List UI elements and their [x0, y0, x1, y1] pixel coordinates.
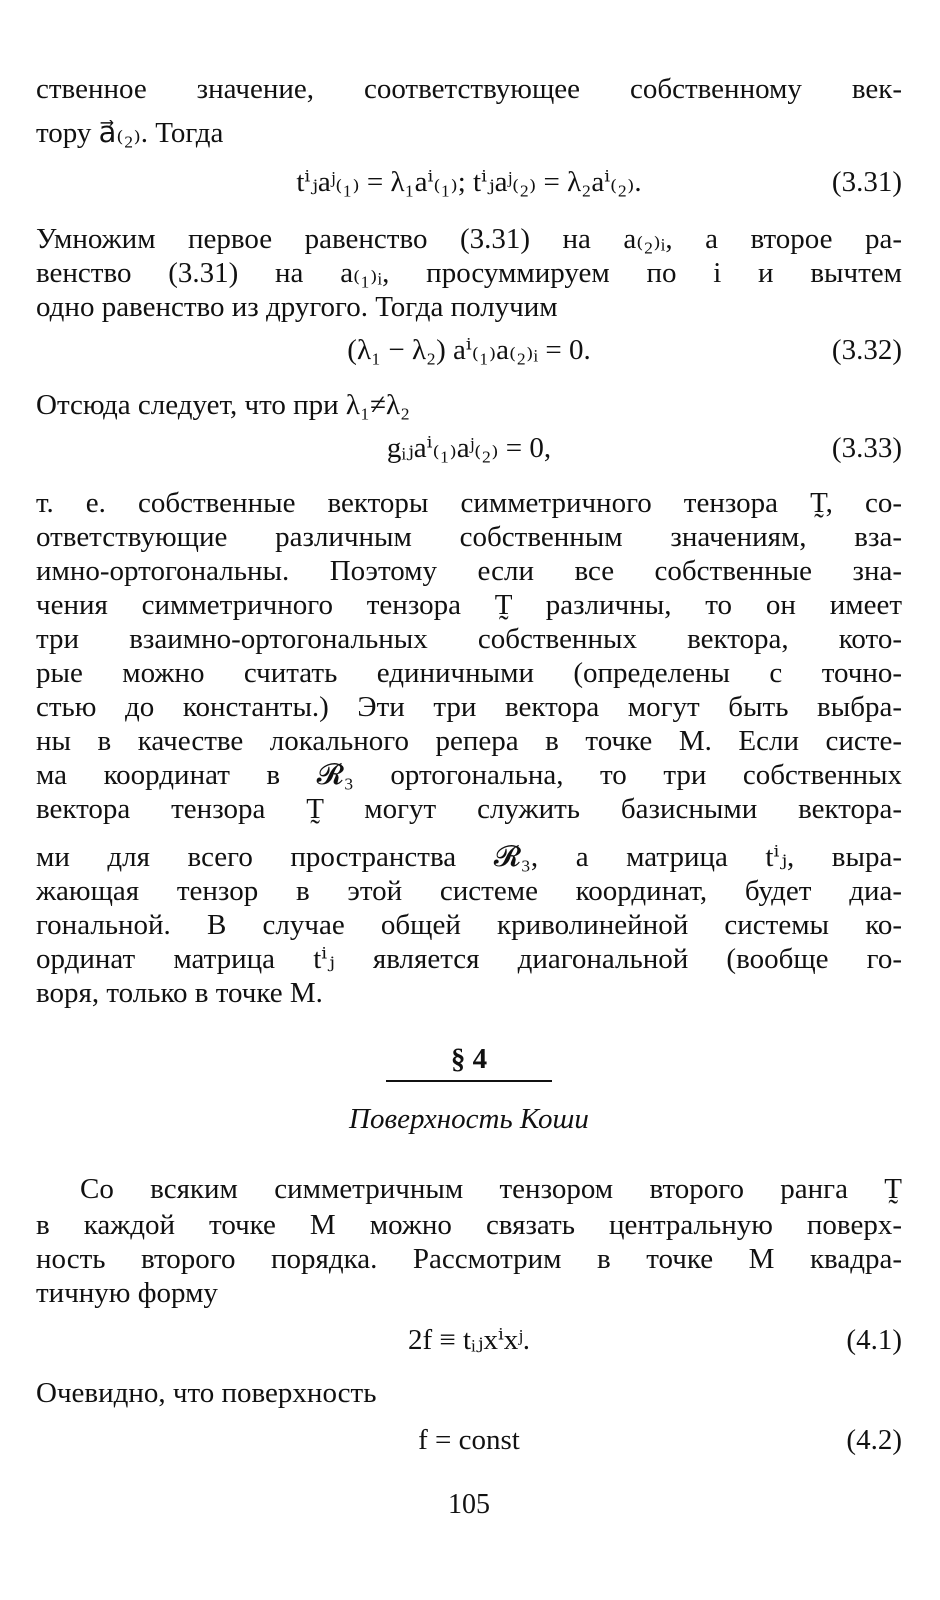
book-page: [36, 0, 902, 1600]
text-line: Отсюда следует, что при λ₁≠λ₂: [36, 389, 411, 421]
text-line: т. е. собственные векторы симметричного тензора T̰, со-: [36, 487, 902, 519]
text-line: ственное значение, соответствующее собственному век-: [36, 73, 902, 105]
equation-formula: 2f ≡ tᵢⱼxⁱxʲ.: [407, 1324, 531, 1356]
section-number: § 4: [450, 1043, 488, 1075]
text-line: тичную форму: [36, 1277, 218, 1309]
equation-4-2: [36, 1420, 902, 1460]
text-line: Очевидно, что поверхность: [36, 1377, 377, 1409]
text-line: вектора тензора T̰ могут служить базисными вектора-: [36, 793, 902, 825]
equation-number: (4.2): [846, 1424, 902, 1456]
section-rule: [386, 1080, 552, 1082]
equation-number: (3.33): [831, 432, 902, 464]
equation-formula: (λ₁ − λ₂) aⁱ₍₁₎a₍₂₎ᵢ = 0.: [347, 334, 591, 366]
text-line: стью до константы.) Эти три вектора могут быть выбра-: [36, 691, 902, 723]
equation-formula: gᵢⱼaⁱ₍₁₎aʲ₍₂₎ = 0,: [386, 432, 552, 464]
text-line: одно равенство из другого. Тогда получим: [36, 291, 558, 323]
equation-number: (3.31): [831, 166, 902, 198]
text-line: ми для всего пространства 𝓡₃, а матрица tⁱⱼ, выра-: [36, 841, 902, 873]
equation-formula: tⁱⱼaʲ₍₁₎ = λ₁aⁱ₍₁₎; tⁱⱼaʲ₍₂₎ = λ₂aⁱ₍₂₎.: [296, 166, 642, 198]
text-line: гональной. В случае общей криволинейной системы ко-: [36, 909, 902, 941]
equation-number: (4.1): [846, 1324, 902, 1356]
text-line: венство (3.31) на a₍₁₎ᵢ, просуммируем по i и вычтем: [36, 257, 902, 289]
section-title: Поверхность Коши: [349, 1103, 589, 1135]
equation-3-31: [36, 162, 902, 202]
text-line: Со всяким симметричным тензором второго ранга T̰: [80, 1173, 902, 1205]
text-line: тору a⃗₍₂₎. Тогда: [36, 117, 224, 149]
equation-number: (3.32): [831, 334, 902, 366]
text-line: в каждой точке M можно связать центральную поверх-: [36, 1209, 902, 1241]
equation-formula: f = const: [418, 1424, 520, 1456]
text-line: имно-ортогональны. Поэтому если все собственные зна-: [36, 555, 902, 587]
text-line: ны в качестве локального репера в точке M. Если систе-: [36, 725, 902, 757]
text-line: воря, только в точке M.: [36, 977, 323, 1009]
text-line: чения симметричного тензора T̰ различны, то он имеет: [36, 589, 902, 621]
text-line: ординат матрица tⁱⱼ является диагональной (вообще го-: [36, 943, 902, 975]
equation-4-1: [36, 1320, 902, 1360]
equation-3-32: [36, 330, 902, 370]
text-line: ность второго порядка. Рассмотрим в точке M квадра-: [36, 1243, 902, 1275]
text-line: ма координат в 𝓡₃ ортогональна, то три собственных: [36, 759, 902, 791]
text-line: три взаимно-ортогональных собственных вектора, кото-: [36, 623, 902, 655]
text-line: рые можно считать единичными (определены с точно-: [36, 657, 902, 689]
text-line: ответствующие различным собственным значениям, вза-: [36, 521, 902, 553]
equation-3-33: [36, 428, 902, 468]
text-line: жающая тензор в этой системе координат, будет диа-: [36, 875, 902, 907]
text-line: Умножим первое равенство (3.31) на a₍₂₎ᵢ, а второе ра-: [36, 223, 902, 255]
page-number: 105: [448, 1489, 490, 1520]
